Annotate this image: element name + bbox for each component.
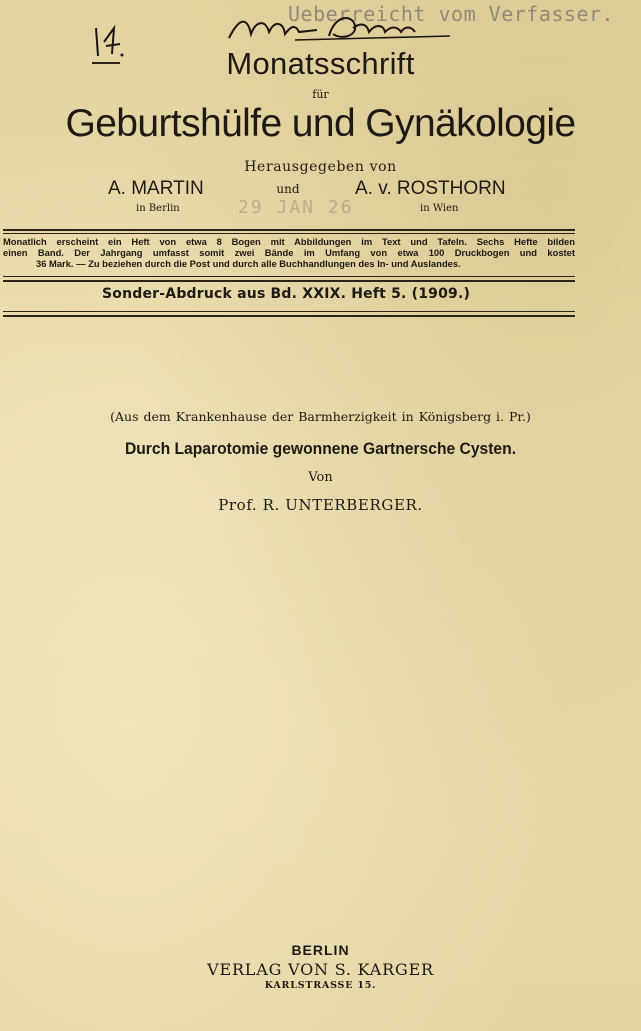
editor-1-place: in Berlin [136,203,180,214]
article-author: Prof. R. UNTERBERGER. [218,496,423,514]
article-by-label: Von [308,470,333,485]
handwritten-signature [225,8,465,48]
presentation-stamp: Ueberreicht vom Verfasser. [288,2,615,26]
date-stamp: 29 JAN 26 [238,197,354,218]
divider [3,276,575,277]
divider [3,315,575,317]
editor-join: und [276,182,300,196]
edited-by-label: Herausgegeben von [244,159,397,175]
editor-2-name: A. v. ROSTHORN [355,178,506,199]
offprint-note: Sonder-Abdruck aus Bd. XXIX. Heft 5. (1909.) [102,286,471,302]
publication-info-line: 36 Mark. — Zu beziehen durch die Post und durch alle Buchhandlungen des In- und Auslandes. [36,258,461,269]
article-institution: (Aus dem Krankenhause der Barmherzigkeit in Königsberg i. Pr.) [110,409,531,424]
publisher-address: KARLSTRASSE 15. [264,980,377,991]
publication-info-line: einen Band. Der Jahrgang umfasst somit zwei Bände im Umfang von etwa 100 Druckbogen und kostet [3,247,575,258]
divider [3,233,575,234]
divider [3,311,575,312]
journal-title-connector: für [312,88,329,101]
publisher-name: VERLAG VON S. KARGER [207,960,434,979]
divider [3,280,575,282]
journal-title-line2: Geburtshülfe und Gynäkologie [65,102,576,145]
article-title: Durch Laparotomie gewonnene Gartnersche Cysten. [124,439,517,458]
publication-info-line: Monatlich erscheint ein Heft von etwa 8 Bogen mit Abbildungen im Text und Tafeln. Sechs Hefte bilden [3,236,575,247]
divider [3,229,575,231]
editor-2-place: in Wien [420,203,459,214]
publisher-city: BERLIN [291,942,350,958]
journal-title-line1: Monatsschrift [226,46,415,81]
editor-1-name: A. MARTIN [108,178,204,199]
